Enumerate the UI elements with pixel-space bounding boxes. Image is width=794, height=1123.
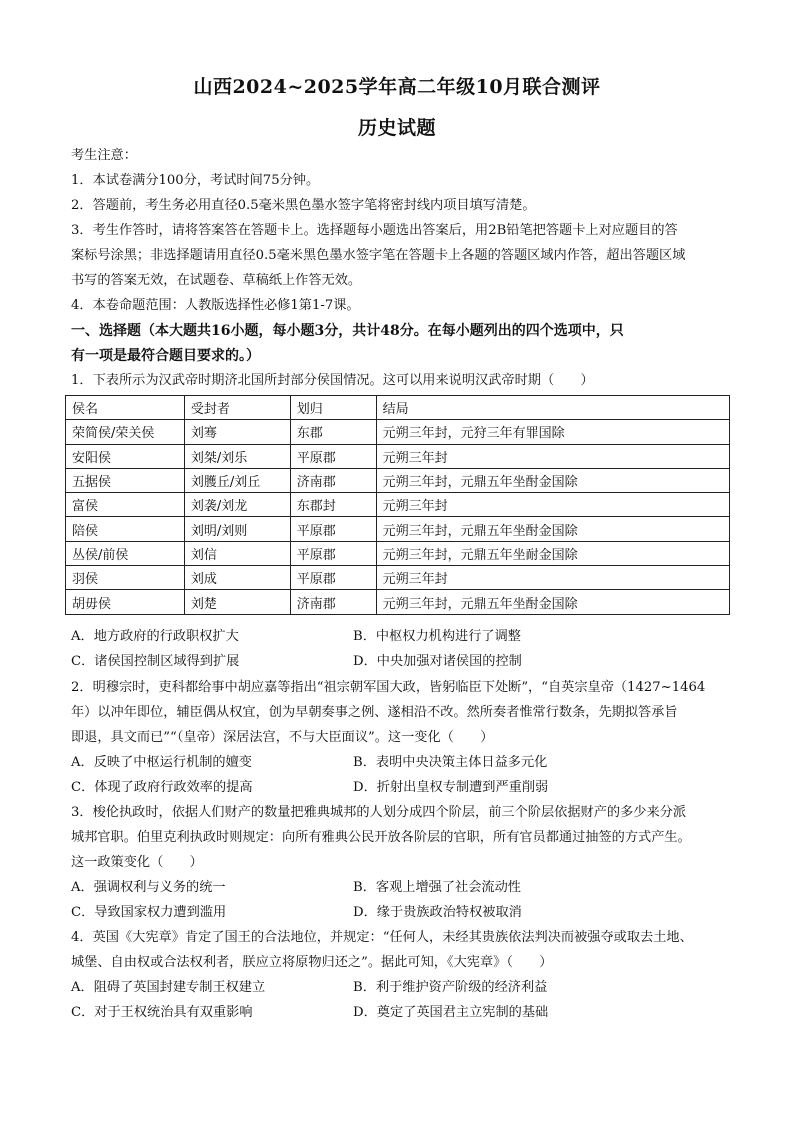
table-cell: 刘骞 (184, 420, 290, 444)
table-row (66, 493, 730, 517)
notice-item: 3．考生作答时，请将答案答在答题卡上。选择题每小题选出答案后，用2B铅笔把答题卡上对应题目的答 (71, 223, 678, 238)
option-b: B．中枢权力机构进行了调整 (353, 629, 521, 644)
table-header-cell: 侯名 (66, 396, 185, 420)
table-cell: 陪侯 (66, 517, 185, 541)
option-c: C．诸侯国控制区域得到扩展 (71, 654, 240, 669)
table-cell: 刘臒丘/刘丘 (184, 468, 290, 492)
option-a: A．反映了中枢运行机制的嬗变 (71, 755, 252, 770)
table-cell: 济南郡 (290, 590, 376, 614)
question-4-line: 城堡、自由权或合法权利者，朕应立将原物归还之”。据此可知，《大宪章》（ ） (71, 955, 553, 970)
table-cell: 元朔三年封，元狩三年有罪国除 (376, 420, 729, 444)
section-heading: 有一项是最符合题目要求的。） (71, 348, 260, 364)
notice-item: 案标号涂黑；非选择题请用直径0.5毫米黑色墨水签字笔在答题卡上各题的答题区域内作答，超出答题区域 (71, 248, 686, 263)
option-c: C．导致国家权力遭到滥用 (71, 905, 227, 920)
notice-item: 4．本卷命题范围：人教版选择性必修1第1-7课。 (71, 298, 360, 313)
option-a: A．地方政府的行政职权扩大 (71, 629, 239, 644)
question-4-line: 4．英国《大宪章》肯定了国王的合法地位，并规定：“任何人，未经其贵族依法判决而被强夺或取去土地、 (71, 930, 693, 945)
table-cell: 元朔三年封，元鼎五年坐耐金国除 (376, 541, 729, 565)
table-cell: 安阳侯 (66, 444, 185, 468)
table-cell: 刘信 (184, 541, 290, 565)
question-3-line: 这一政策变化（ ） (71, 855, 203, 870)
table-row (66, 444, 730, 468)
table-header-row (66, 396, 730, 420)
table-cell: 刘成 (184, 566, 290, 590)
table-cell: 元朔三年封 (376, 444, 729, 468)
table-cell: 荣简侯/荣关侯 (66, 420, 185, 444)
table-cell: 胡毋侯 (66, 590, 185, 614)
table-cell: 刘桀/刘乐 (184, 444, 290, 468)
table-cell: 刘楚 (184, 590, 290, 614)
option-c: C．对于王权统治具有双重影响 (71, 1005, 253, 1020)
option-b: B．利于维护资产阶级的经济利益 (353, 980, 548, 995)
table-cell: 刘袭/刘龙 (184, 493, 290, 517)
table-cell: 丛侯/前侯 (66, 541, 185, 565)
table-cell: 平原郡 (290, 444, 376, 468)
option-d: D．缘于贵族政治特权被取消 (353, 905, 522, 920)
table-cell: 元朔三年封 (376, 493, 729, 517)
table-row (66, 468, 730, 492)
table-cell: 羽侯 (66, 566, 185, 590)
option-a: A．强调权利与义务的统一 (71, 880, 226, 895)
question-2-line: 年）以冲年即位，辅臣偶从权宜，创为早朝奏事之例、遂相沿不改。然所奏者惟常行数条，先期拟答承旨 (71, 705, 678, 720)
option-d: D．中央加强对诸侯国的控制 (353, 654, 522, 669)
table-cell: 富侯 (66, 493, 185, 517)
table-header-cell: 受封者 (184, 396, 290, 420)
question-3-line: 城邦官职。伯里克利执政时则规定：向所有雅典公民开放各阶层的官职，所有官员都通过抽签的方式产生。 (71, 830, 691, 845)
table-cell: 东郡封 (290, 493, 376, 517)
table-cell: 济南郡 (290, 468, 376, 492)
option-a: A．阻碍了英国封建专制王权建立 (71, 980, 266, 995)
subject-title: 历史试题 (357, 117, 436, 139)
notice-item: 2．答题前，考生务必用直径0.5毫米黑色墨水签字笔将密封线内项目填写清楚。 (71, 198, 536, 213)
table-row (66, 590, 730, 614)
table-cell: 平原郡 (290, 566, 376, 590)
option-b: B．表明中央决策主体日益多元化 (353, 755, 548, 770)
table-header-cell: 划归 (290, 396, 376, 420)
table-cell: 元朔三年封，元鼎五年坐酎金国除 (376, 590, 729, 614)
table-cell: 元朔三年封 (376, 566, 729, 590)
question-2-line: 2．明穆宗时，吏科都给事中胡应嘉等指出“祖宗朝军国大政，皆躬临臣下处断”，“自英宗皇帝（1427~1464 (71, 680, 706, 695)
table-cell: 刘明/刘则 (184, 517, 290, 541)
table-cell: 东郡 (290, 420, 376, 444)
table-row (66, 541, 730, 565)
question-2-line: 即退，具文而已”“（皇帝）深居法宫，不与大臣面议”。这一变化（ ） (71, 730, 494, 745)
table-cell: 五据侯 (66, 468, 185, 492)
table-row (66, 420, 730, 444)
option-d: D．折射出皇权专制遭到严重削弱 (353, 780, 549, 795)
question-1-stem: 1．下表所示为汉武帝时期济北国所封部分侯国情况。这可以用来说明汉武帝时期（ ） (71, 373, 594, 388)
option-b: B．客观上增强了社会流动性 (353, 880, 521, 895)
notice-heading: 考生注意： (71, 148, 137, 163)
table-cell: 平原郡 (290, 541, 376, 565)
section-heading: 一、选择题（本大题共16小题，每小题3分，共计48分。在每小题列出的四个选项中，只 (71, 323, 624, 339)
exam-title: 山西2024~2025学年高二年级10月联合测评 (193, 76, 601, 98)
table-row (66, 517, 730, 541)
notice-item: 1．本试卷满分100分，考试时间75分钟。 (71, 173, 320, 188)
option-c: C．体现了政府行政效率的提高 (71, 780, 253, 795)
table-cell: 平原郡 (290, 517, 376, 541)
table-row (66, 566, 730, 590)
table-cell: 元朔三年封，元鼎五年坐酎金国除 (376, 517, 729, 541)
table-cell: 元朔三年封，元鼎五年坐酎金国除 (376, 468, 729, 492)
table-header-cell: 结局 (376, 396, 729, 420)
fief-table (65, 395, 730, 615)
notice-item: 书写的答案无效，在试题卷、草稿纸上作答无效。 (71, 273, 362, 288)
question-3-line: 3．梭伦执政时，依据人们财产的数量把雅典城邦的人划分成四个阶层，前三个阶层依据财产的多少来分派 (71, 805, 687, 820)
option-d: D．奠定了英国君主立宪制的基础 (353, 1005, 549, 1020)
